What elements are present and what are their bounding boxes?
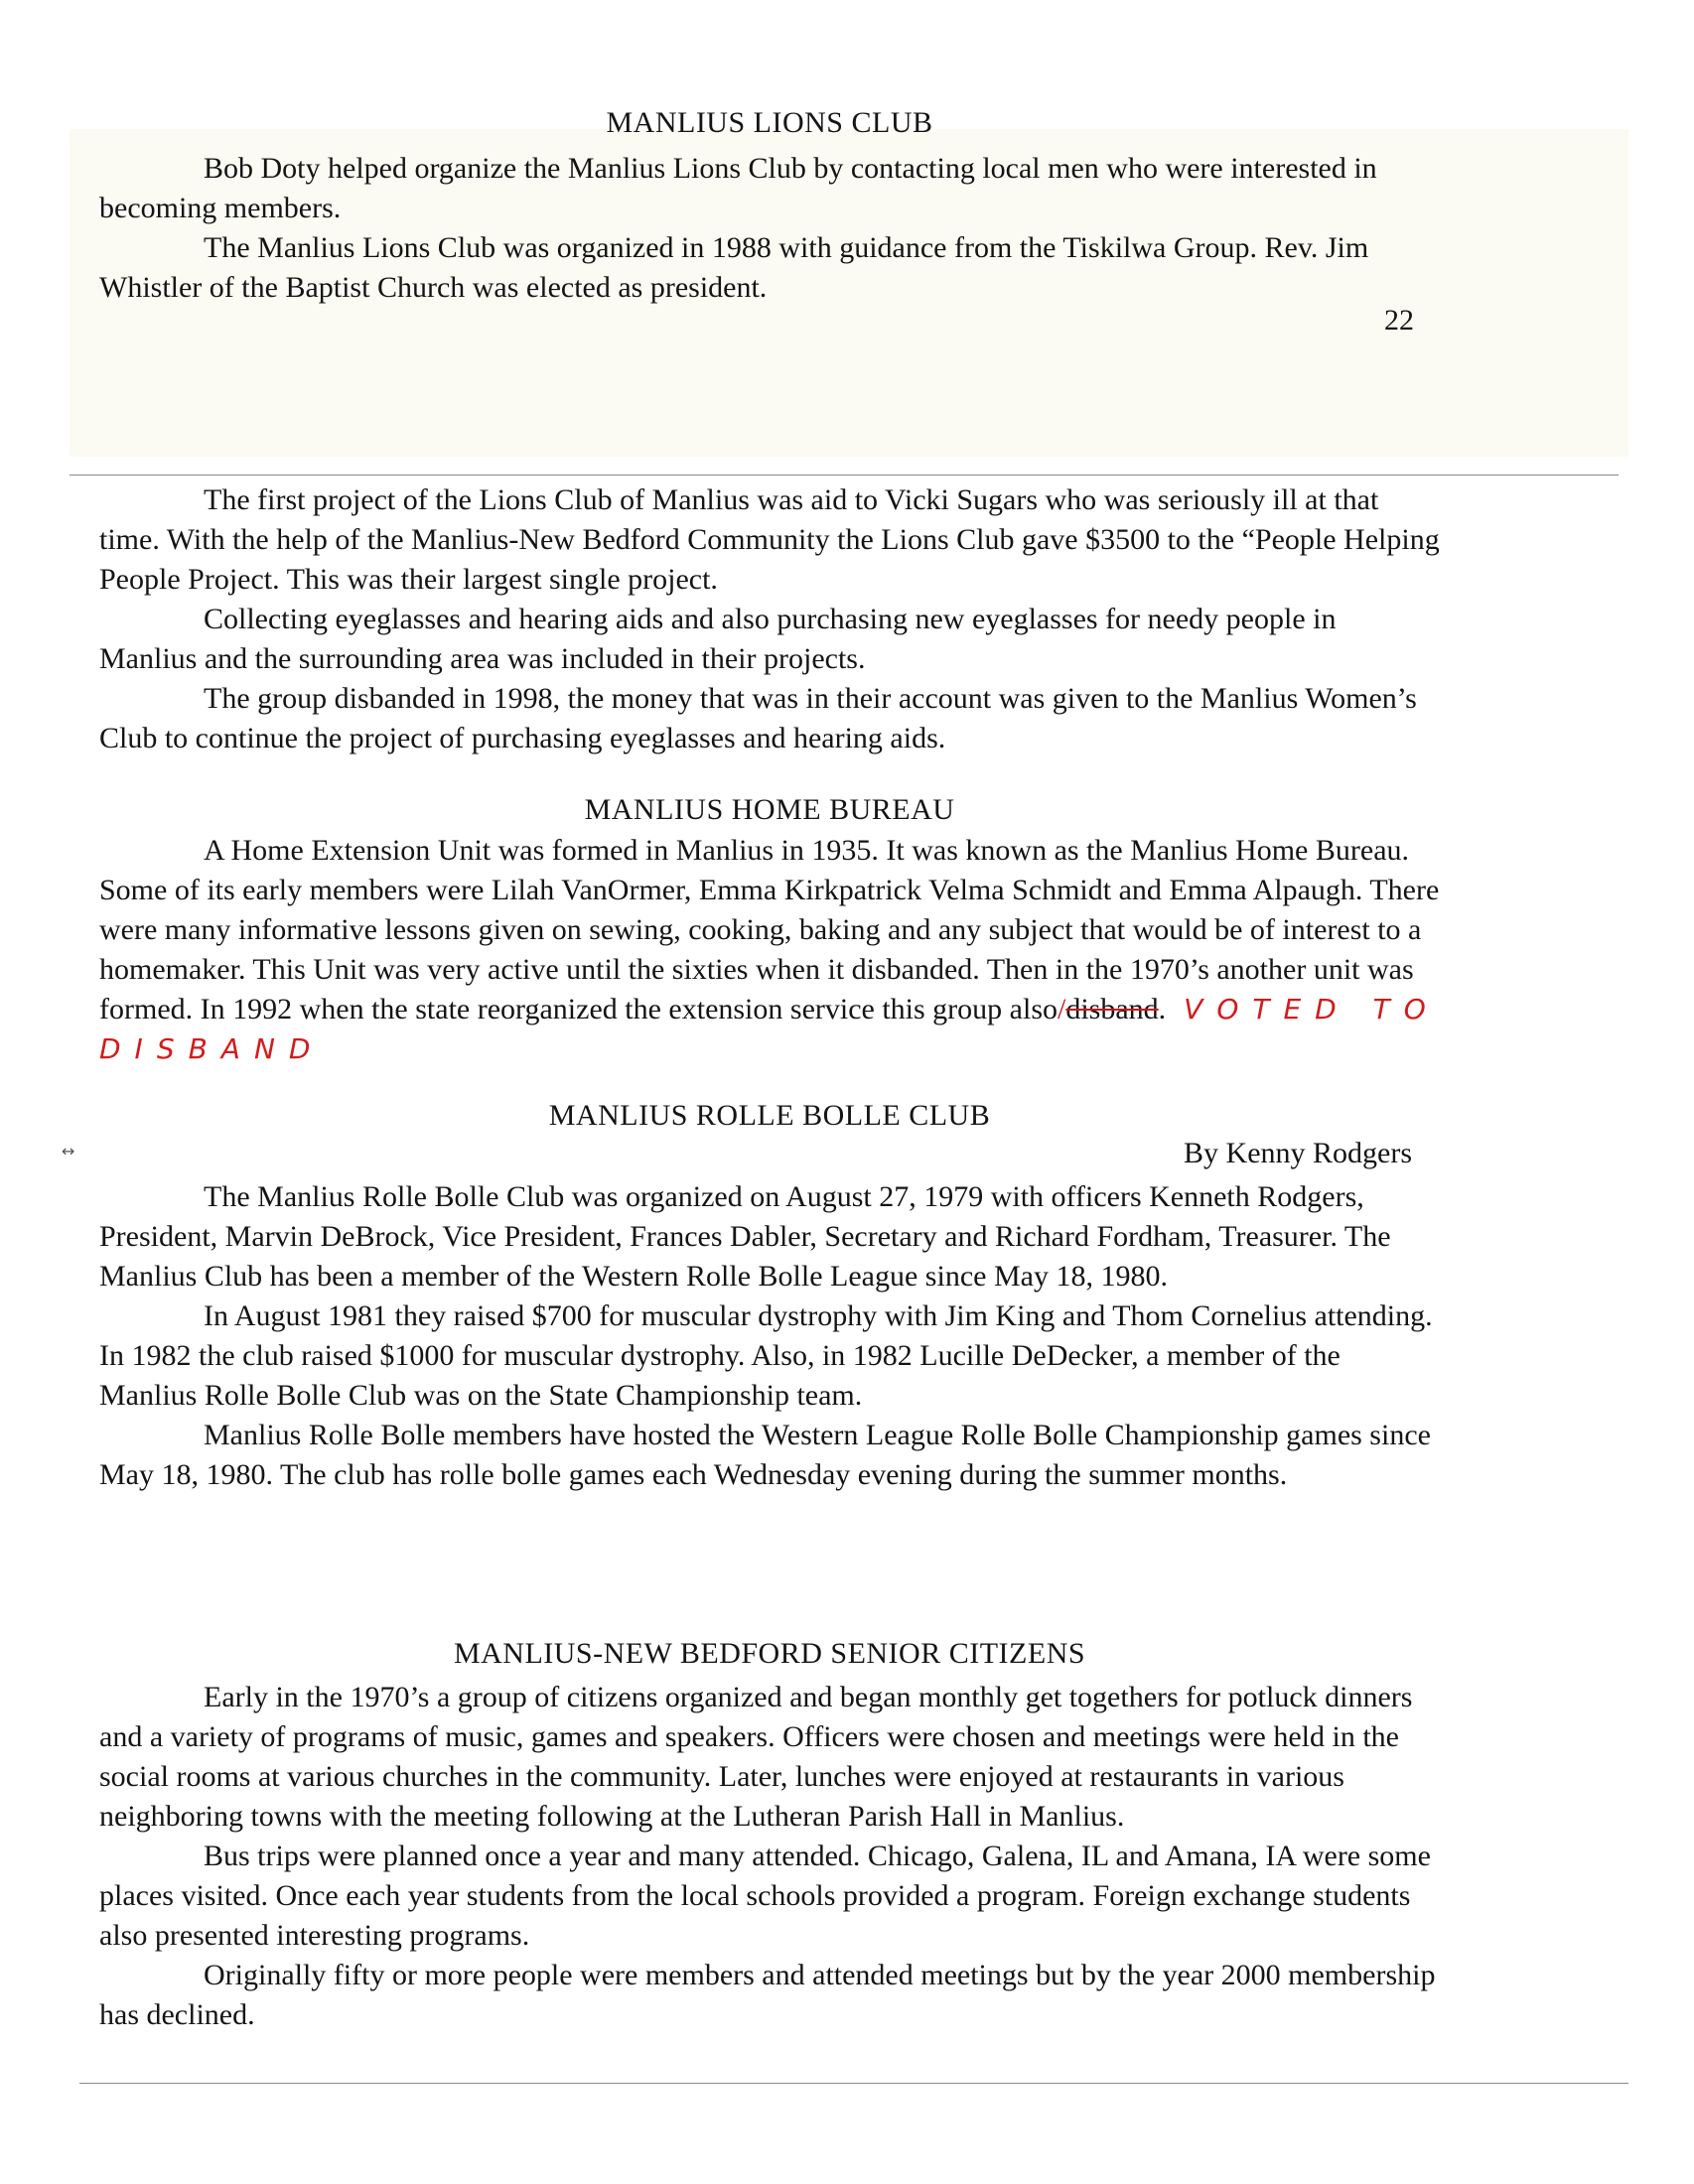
lions-paragraph-4: Collecting eyeglasses and hearing aids and also purchasing new eyeglasses for needy people in Manlius and the surrounding area was included in their projects.	[99, 603, 1337, 675]
lions-club-heading: MANLIUS LIONS CLUB	[606, 106, 933, 139]
senior-paragraph-1: Early in the 1970’s a group of citizens organized and began monthly get togethers for potluck dinners and a variety of programs of music, games and speakers. Officers were chosen and meetings were held in the social rooms at various churches in the community. Later, lunches were enjoyed at restaurants in various neighboring towns with the meeting following at the Lutheran Parish Hall in Manlius.	[99, 1681, 1413, 1833]
lions-paragraph-5: The group disbanded in 1998, the money that was in their account was given to the Manlius Women’s Club to continue the project of purchasing eyeglasses and hearing aids.	[99, 682, 1417, 754]
rolle-bolle-paragraph-3: Manlius Rolle Bolle members have hosted the Western League Rolle Bolle Championship games since May 18, 1980. The club has rolle bolle games each Wednesday evening during the summer months.	[99, 1419, 1431, 1491]
rolle-bolle-paragraph-2: In August 1981 they raised $700 for muscular dystrophy with Jim King and Thom Cornelius attending. In 1982 the club raised $1000 for muscular dystrophy. Also, in 1982 Lucille DeDecker, a member of the Manlius Rolle Bolle Club was on the State Championship team.	[99, 1299, 1433, 1412]
home-bureau-heading: MANLIUS HOME BUREAU	[584, 793, 955, 826]
handwritten-annotation: VOTED TO DISBAND	[99, 993, 1440, 1065]
home-bureau-body	[99, 831, 1440, 1069]
lions-paragraph-1: Bob Doty helped organize the Manlius Lions Club by contacting local men who were interested in becoming members.	[99, 152, 1377, 224]
lions-paragraph-3: The first project of the Lions Club of Manlius was aid to Vicki Sugars who was seriously ill at that time. With the help of the Manlius-New Bedford Community the Lions Club gave $3500 to the “People Helping People Project. This was their largest single project.	[99, 483, 1440, 596]
rolle-bolle-byline: By Kenny Rodgers	[1184, 1137, 1412, 1169]
lions-paragraph-2: The Manlius Lions Club was organized in 1988 with guidance from the Tiskilwa Group. Rev. Jim Whistler of the Baptist Church was elected as president.	[99, 231, 1369, 304]
senior-citizens-heading: MANLIUS-NEW BEDFORD SENIOR CITIZENS	[453, 1637, 1086, 1670]
senior-citizens-body	[99, 1678, 1440, 2035]
lions-club-intro	[99, 149, 1440, 308]
struck-word: disband	[1065, 993, 1159, 1025]
edit-slash-mark: /	[1058, 993, 1066, 1025]
rolle-bolle-heading: MANLIUS ROLLE BOLLE CLUB	[548, 1099, 991, 1132]
rolle-bolle-body	[99, 1177, 1440, 1495]
senior-paragraph-2: Bus trips were planned once a year and many attended. Chicago, Galena, IL and Amana, IA were some places visited. Once each year students from the local schools provided a program. Foreign exchange students also presented interesting programs.	[99, 1840, 1431, 1952]
rolle-bolle-paragraph-1: The Manlius Rolle Bolle Club was organized on August 27, 1979 with officers Kenneth Rodgers, President, Marvin DeBrock, Vice President, Frances Dabler, Secretary and Richard Fordham, Treasurer. The Manlius Club has been a member of the Western Rolle Bolle League since May 18, 1980.	[99, 1180, 1391, 1293]
bottom-cut-line	[79, 2083, 1628, 2084]
home-bureau-text: A Home Extension Unit was formed in Manlius in 1935. It was known as the Manlius Home Bureau. Some of its early members were Lilah VanOrmer, Emma Kirkpatrick Velma Schmidt and Emma Alpaugh. There were many informative lessons given on sewing, cooking, baking and any subject that would be of interest to a homemaker. This Unit was very active until the sixties when it disbanded. Then in the 1970’s another unit was formed. In 1992 when the state reorganized the extension service this group also	[99, 834, 1440, 1025]
page-number: 22	[1384, 304, 1414, 337]
end-punctuation: .	[1158, 993, 1167, 1025]
paste-cut-line	[70, 475, 1619, 476]
home-bureau-paragraph	[99, 831, 1440, 1069]
margin-arrow-mark: ↔	[62, 1142, 75, 1160]
senior-paragraph-3: Originally fifty or more people were members and attended meetings but by the year 2000 membership has declined.	[99, 1959, 1436, 2031]
lions-club-continued	[99, 480, 1440, 758]
